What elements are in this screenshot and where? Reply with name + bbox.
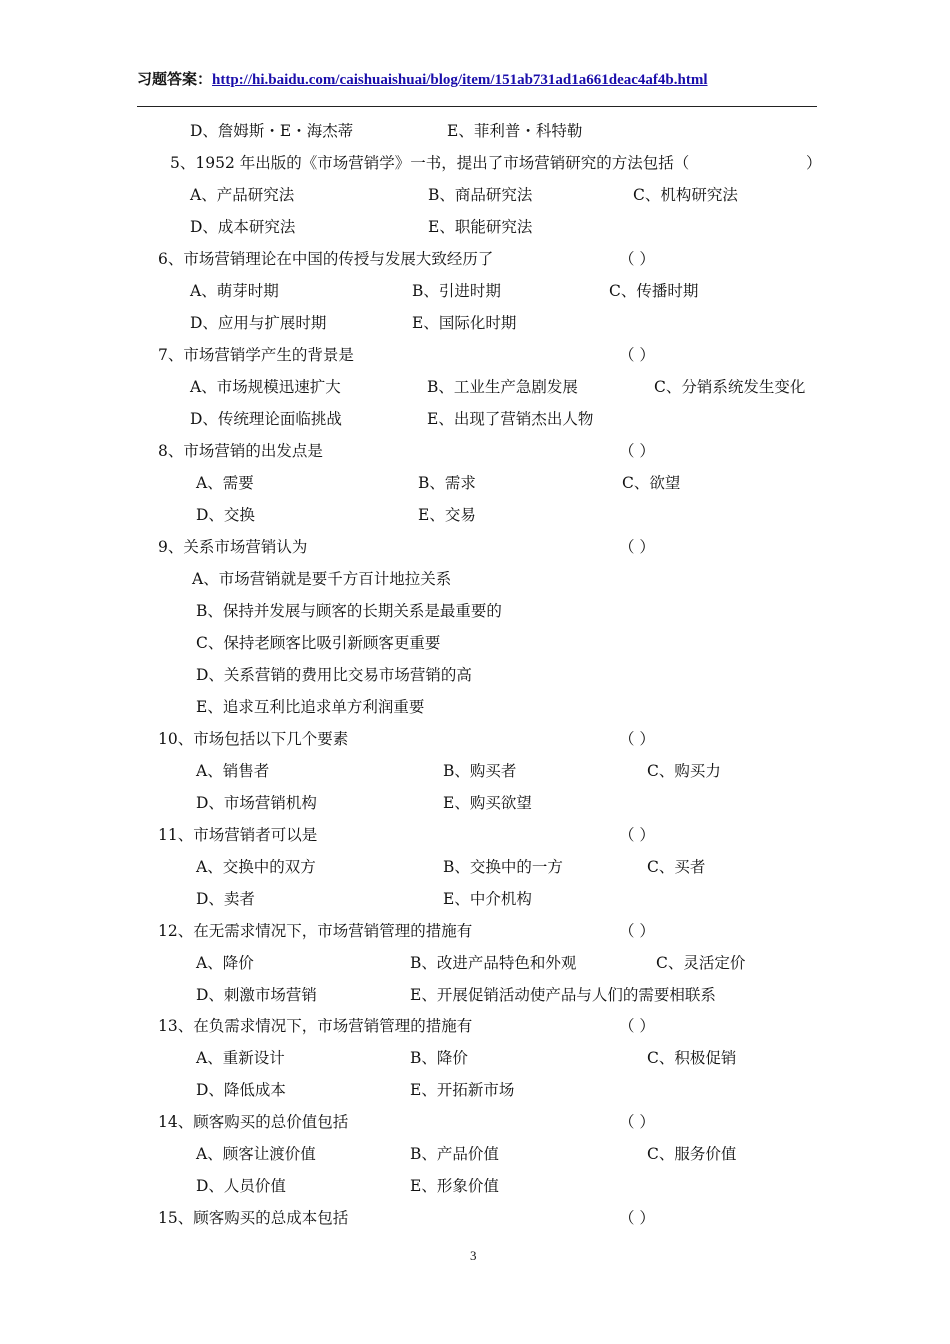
- option: B、改进产品特色和外观: [410, 954, 577, 972]
- option: E、追求互利比追求单方利润重要: [196, 698, 425, 716]
- option: A、需要: [196, 474, 254, 492]
- question-stem: 12、在无需求情况下，市场营销管理的措施有: [158, 922, 473, 940]
- option: E、交易: [418, 506, 476, 524]
- option: E、开展促销活动使产品与人们的需要相联系: [410, 986, 716, 1004]
- option: B、引进时期: [412, 282, 501, 300]
- answer-paren: （ ）: [619, 730, 655, 748]
- option: E、中介机构: [443, 890, 532, 908]
- option: C、灵活定价: [656, 954, 746, 972]
- answer-paren: （ ）: [619, 442, 655, 460]
- q4-option-d: D、詹姆斯・E・海杰蒂: [190, 122, 354, 140]
- page-number: 3: [470, 1248, 477, 1263]
- option: E、开拓新市场: [410, 1081, 515, 1099]
- option: A、销售者: [196, 762, 270, 780]
- option: E、国际化时期: [412, 314, 517, 332]
- question-stem: 10、市场包括以下几个要素: [158, 730, 349, 748]
- question-stem: 8、市场营销的出发点是: [158, 442, 323, 460]
- answer-link[interactable]: http://hi.baidu.com/caishuaishuai/blog/item/151ab731ad1a661deac4af4b.html: [212, 72, 708, 88]
- option: E、出现了营销杰出人物: [427, 410, 594, 428]
- option: D、关系营销的费用比交易市场营销的高: [196, 666, 472, 684]
- q4-option-e: E、菲利普・科特勒: [447, 122, 583, 140]
- option: D、交换: [196, 506, 255, 524]
- answer-paren: （ ）: [619, 922, 655, 940]
- question-stem: 6、市场营销理论在中国的传授与发展大致经历了: [158, 250, 494, 268]
- answer-paren: （ ）: [619, 826, 655, 844]
- option: E、形象价值: [410, 1177, 499, 1195]
- page-header: [137, 68, 708, 89]
- option: B、保持并发展与顾客的长期关系是最重要的: [196, 602, 502, 620]
- option: B、工业生产急剧发展: [427, 378, 578, 396]
- option: A、重新设计: [196, 1049, 285, 1067]
- option: D、应用与扩展时期: [190, 314, 327, 332]
- question-stem: 15、顾客购买的总成本包括: [158, 1209, 349, 1227]
- option: B、降价: [410, 1049, 468, 1067]
- option: E、购买欲望: [443, 794, 532, 812]
- answer-paren: （ ）: [619, 346, 655, 364]
- option: C、保持老顾客比吸引新顾客更重要: [196, 634, 441, 652]
- question-stem: 7、市场营销学产生的背景是: [158, 346, 354, 364]
- option: C、购买力: [647, 762, 721, 780]
- option: D、市场营销机构: [196, 794, 317, 812]
- option: B、购买者: [443, 762, 517, 780]
- option: D、卖者: [196, 890, 255, 908]
- header-rule: [137, 106, 817, 107]
- option: D、传统理论面临挑战: [190, 410, 342, 428]
- option: B、交换中的一方: [443, 858, 563, 876]
- answer-paren: （ ）: [619, 1209, 655, 1227]
- option: A、市场营销就是要千方百计地拉关系: [192, 570, 452, 588]
- option: A、降价: [196, 954, 254, 972]
- option: A、产品研究法: [190, 186, 295, 204]
- option: D、刺激市场营销: [196, 986, 317, 1004]
- option: C、买者: [647, 858, 706, 876]
- option: B、产品价值: [410, 1145, 499, 1163]
- option: B、需求: [418, 474, 476, 492]
- option: C、机构研究法: [633, 186, 738, 204]
- answer-paren: （ ）: [619, 250, 655, 268]
- question-stem: 9、关系市场营销认为: [158, 538, 308, 556]
- option: C、服务价值: [647, 1145, 737, 1163]
- answer-paren: （ ）: [619, 538, 655, 556]
- option: C、积极促销: [647, 1049, 737, 1067]
- option: E、职能研究法: [428, 218, 533, 236]
- question-stem: 11、市场营销者可以是: [158, 826, 318, 844]
- option: A、交换中的双方: [196, 858, 316, 876]
- option: A、市场规模迅速扩大: [190, 378, 341, 396]
- option: D、降低成本: [196, 1081, 286, 1099]
- option: D、成本研究法: [190, 218, 296, 236]
- answer-paren: ）: [806, 154, 822, 172]
- answer-paren: （ ）: [619, 1113, 655, 1131]
- option: A、顾客让渡价值: [196, 1145, 316, 1163]
- option: C、分销系统发生变化: [654, 378, 806, 396]
- question-stem: 13、在负需求情况下，市场营销管理的措施有: [158, 1017, 473, 1035]
- option: C、传播时期: [609, 282, 699, 300]
- option: D、人员价值: [196, 1177, 286, 1195]
- option: A、萌芽时期: [190, 282, 279, 300]
- answer-paren: （ ）: [619, 1017, 655, 1035]
- question-stem: 14、顾客购买的总价值包括: [158, 1113, 349, 1131]
- option: B、商品研究法: [428, 186, 533, 204]
- option: C、欲望: [622, 474, 681, 492]
- answer-label: 习题答案：: [137, 72, 213, 88]
- question-stem: 5、1952 年出版的《市场营销学》一书，提出了市场营销研究的方法包括（: [170, 154, 690, 172]
